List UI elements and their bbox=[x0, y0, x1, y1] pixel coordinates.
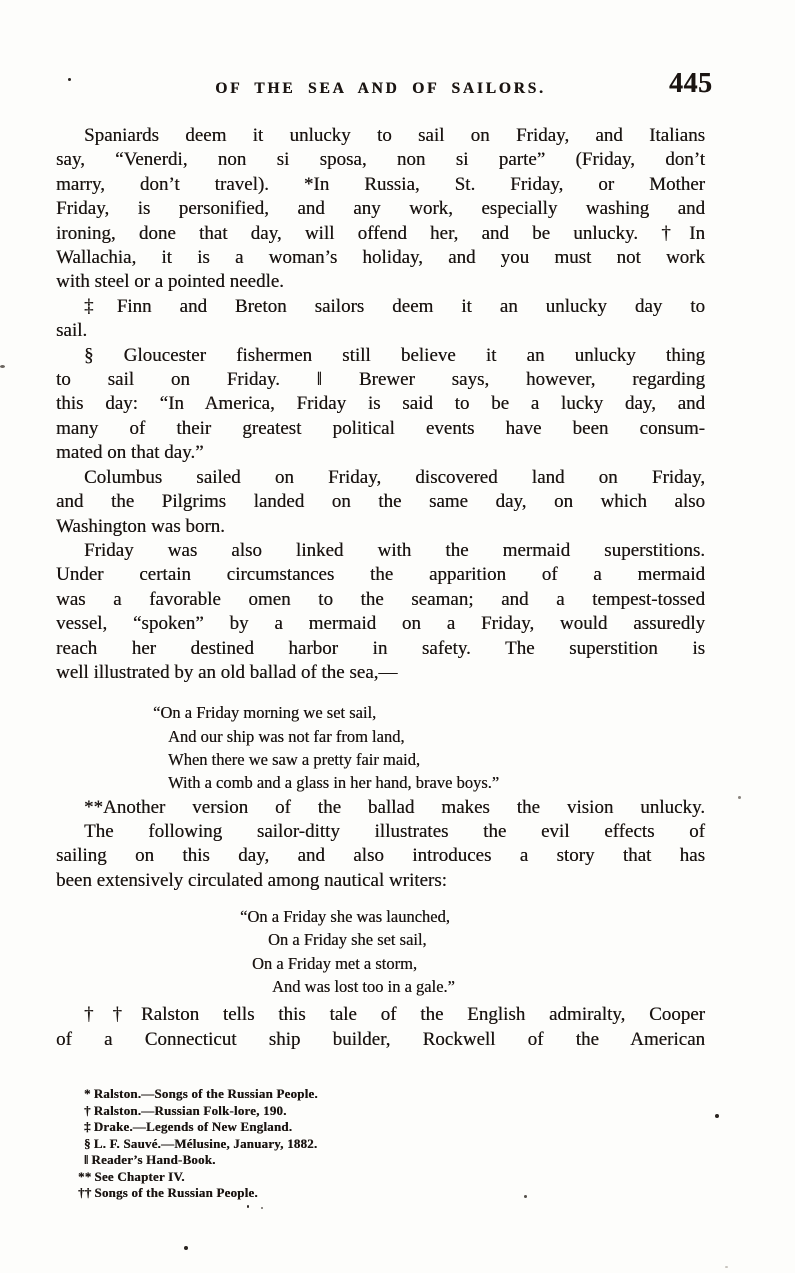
text-line: On a Friday she set sail, bbox=[268, 930, 427, 950]
text-line: and the Pilgrims landed on the same day, on which also bbox=[56, 491, 705, 513]
footnote-symbol: † bbox=[84, 1102, 91, 1118]
text-line: reach her destined harbor in safety. The superstition is bbox=[56, 637, 705, 659]
text-line: Spaniards deem it unlucky to sail on Friday, and Italians bbox=[84, 125, 705, 146]
text-line: mated on that day.” bbox=[56, 442, 204, 464]
text-line: sailing on this day, and also introduces a story that has bbox=[56, 845, 705, 867]
footnote-text: Reader’s Hand-Book. bbox=[91, 1152, 216, 1168]
ink-speck bbox=[184, 1246, 188, 1250]
text-line: vessel, “spoken” by a mermaid on a Friday, would assuredly bbox=[56, 613, 705, 635]
text-line: many of their greatest political events have been consum- bbox=[56, 417, 705, 439]
text-line: marry, don’t travel). *In Russia, St. Friday, or Mother bbox=[56, 173, 705, 195]
ink-speck bbox=[261, 1207, 263, 1209]
text-line: was a favorable omen to the seaman; and a tempest-tossed bbox=[56, 588, 705, 610]
text-line: When there we saw a pretty fair maid, bbox=[168, 749, 420, 769]
text-line: With a comb and a glass in her hand, brave boys.” bbox=[168, 773, 500, 793]
footnote-item bbox=[84, 1119, 705, 1136]
footnote-item bbox=[84, 1152, 705, 1169]
text-line: “On a Friday morning we set sail, bbox=[153, 703, 377, 723]
footnote-item bbox=[78, 1185, 705, 1202]
text-line: been extensively circulated among nautical writers: bbox=[56, 869, 447, 891]
ink-speck bbox=[247, 1205, 249, 1208]
paragraph-another-version bbox=[56, 796, 705, 820]
footnote-item bbox=[84, 1103, 705, 1120]
text-line: ironing, done that day, will offend her, and be unlucky. †In bbox=[56, 222, 705, 244]
text-line: And our ship was not far from land, bbox=[168, 726, 405, 746]
text-line: “On a Friday she was launched, bbox=[240, 907, 450, 927]
text-line: to sail on Friday. ‖ Brewer says, however, regarding bbox=[56, 369, 705, 391]
footnote-item bbox=[84, 1136, 705, 1153]
footnote-text: Songs of the Russian People. bbox=[94, 1185, 258, 1201]
ink-speck bbox=[738, 796, 741, 799]
page-number: 445 bbox=[669, 68, 713, 99]
footnote-text: Ralston.—Songs of the Russian People. bbox=[93, 1086, 318, 1102]
ballad-friday-launched bbox=[240, 905, 705, 998]
text-line: The following sailor-ditty illustrates the evil effects of bbox=[84, 820, 705, 842]
text-line: of a Connecticut ship builder, Rockwell of the American bbox=[56, 1028, 705, 1050]
ink-speck bbox=[524, 1195, 527, 1198]
text-line: Friday was also linked with the mermaid superstitions. bbox=[84, 539, 705, 561]
footnote-text: Drake.—Legends of New England. bbox=[93, 1119, 293, 1135]
footnote-symbol: § bbox=[84, 1135, 91, 1151]
text-line: ‡Finn and Breton sailors deem it an unlucky day to bbox=[84, 295, 705, 317]
ink-speck bbox=[725, 1266, 728, 1268]
text-line: Friday, is personified, and any work, especially washing and bbox=[56, 198, 705, 220]
text-line: § Gloucester fishermen still believe it an unlucky thing bbox=[84, 344, 705, 366]
text-line: ††Ralston tells this tale of the English admiralty, Cooper bbox=[84, 1004, 705, 1026]
footnote-symbol: ‖ bbox=[84, 1152, 89, 1168]
paragraph-sailor-ditty bbox=[56, 820, 705, 893]
text-line: Wallachia, it is a woman’s holiday, and you must not work bbox=[56, 247, 705, 269]
paragraph-finn-breton bbox=[56, 295, 705, 344]
footnote-item bbox=[78, 1169, 705, 1186]
text-line: On a Friday met a storm, bbox=[252, 953, 417, 973]
text-line: with steel or a pointed needle. bbox=[56, 271, 284, 293]
text-line: Under certain circumstances the apparition of a mermaid bbox=[56, 564, 705, 586]
footnote-symbol: ** bbox=[78, 1168, 92, 1184]
text-line: well illustrated by an old ballad of the sea,— bbox=[56, 661, 398, 683]
paragraph-spaniards bbox=[56, 124, 705, 295]
ink-speck bbox=[715, 1114, 719, 1118]
footnote-text: Ralston.—Russian Folk-lore, 190. bbox=[93, 1102, 287, 1118]
text-line: sail. bbox=[56, 320, 88, 342]
text-line: And was lost too in a gale.” bbox=[272, 977, 455, 997]
footnote-text: See Chapter IV. bbox=[94, 1168, 185, 1184]
text-line: Columbus sailed on Friday, discovered land on Friday, bbox=[84, 466, 705, 488]
paragraph-ralston-tale bbox=[56, 1003, 705, 1052]
ballad-mermaid-sighting bbox=[153, 701, 705, 794]
footnote-text: L. F. Sauvé.—Mélusine, January, 1882. bbox=[93, 1135, 318, 1151]
ink-speck bbox=[68, 78, 71, 81]
footnote-symbol: †† bbox=[78, 1185, 92, 1201]
text-line: **Another version of the ballad makes the vision unlucky. bbox=[84, 796, 705, 818]
text-line: this day: “In America, Friday is said to be a lucky day, and bbox=[56, 393, 705, 415]
text-line: say, “Venerdi, non si sposa, non si parte” (Friday, don’t bbox=[56, 149, 705, 171]
footnotes bbox=[78, 1086, 705, 1202]
footnote-item bbox=[84, 1086, 705, 1103]
ink-speck bbox=[0, 365, 5, 368]
footnote-symbol: ‡ bbox=[84, 1119, 91, 1135]
footnote-symbol: * bbox=[84, 1086, 91, 1102]
paragraph-gloucester bbox=[56, 344, 705, 466]
paragraph-columbus bbox=[56, 466, 705, 539]
paragraph-mermaid bbox=[56, 539, 705, 685]
running-title: OF THE SEA AND OF SAILORS. bbox=[215, 80, 546, 97]
text-line: Washington was born. bbox=[56, 515, 225, 537]
page-body bbox=[56, 124, 705, 1202]
